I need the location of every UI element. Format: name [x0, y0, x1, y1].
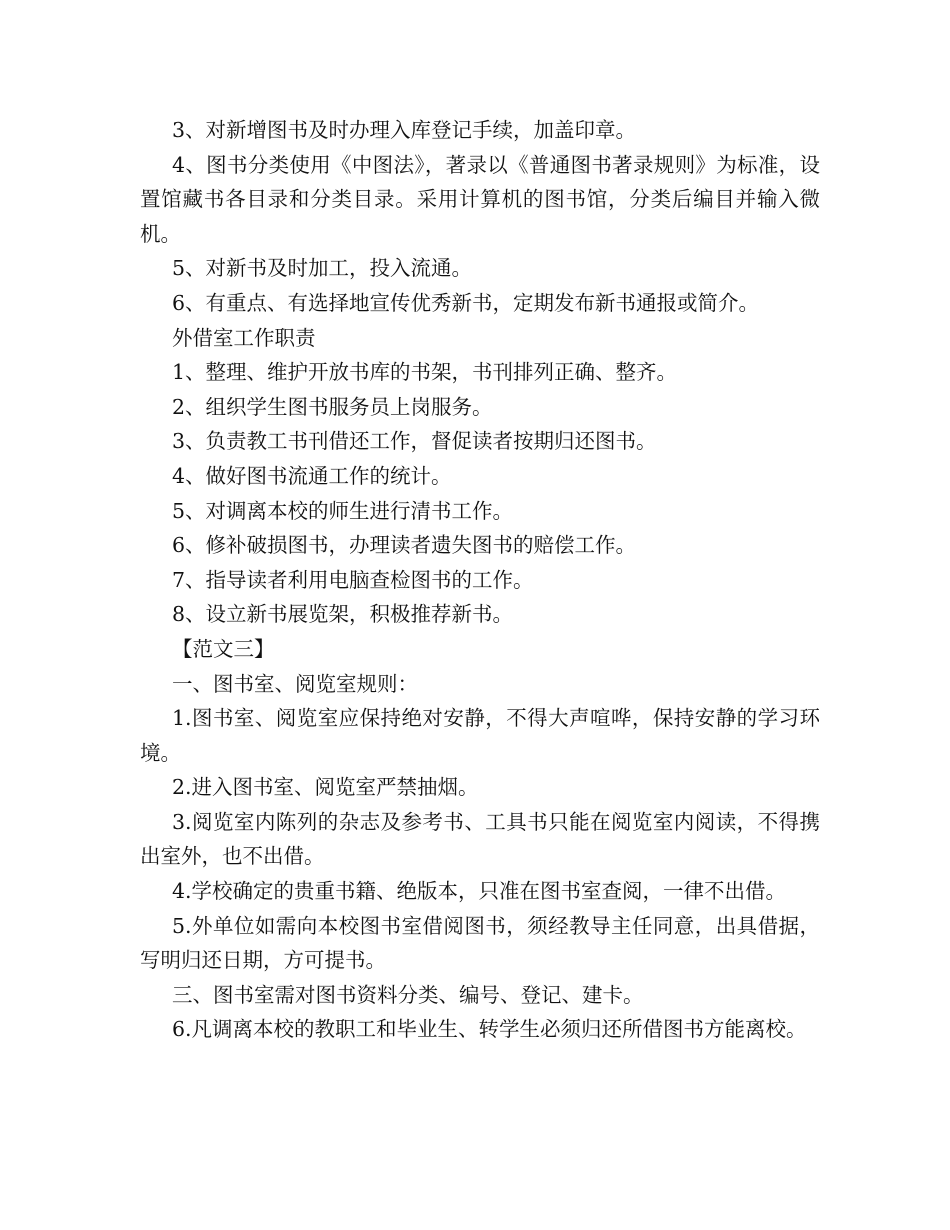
paragraph-6: 1、整理、维护开放书库的书架，书刊排列正确、整齐。 [172, 360, 678, 385]
paragraph-20: 5.外单位如需向本校图书室借阅图书，须经教导主任同意，出具借据，写明归还日期，方可提书。 [140, 913, 820, 973]
paragraph-7: 2、组织学生图书服务员上岗服务。 [172, 394, 493, 419]
paragraph-18: 3.阅览室内陈列的杂志及参考书、工具书只能在阅览室内阅读，不得携出室外，也不出借。 [140, 809, 820, 869]
paragraph-17: 2.进入图书室、阅览室严禁抽烟。 [172, 775, 479, 800]
paragraph-22: 6.凡调离本校的教职工和毕业生、转学生必须归还所借图书方能离校。 [172, 1017, 807, 1042]
paragraph-8: 3、负责教工书刊借还工作，督促读者按期归还图书。 [172, 429, 657, 454]
paragraph-19: 4.学校确定的贵重书籍、绝版本，只准在图书室查阅，一律不出借。 [172, 879, 787, 904]
paragraph-16: 1.图书室、阅览室应保持绝对安静，不得大声喧哗，保持安静的学习环境。 [140, 706, 820, 765]
paragraph-12: 7、指导读者利用电脑查检图书的工作。 [172, 567, 534, 592]
document-body [140, 113, 820, 1047]
section-heading-sample-three: 【范文三】 [172, 636, 275, 661]
paragraph-2: 4、图书分类使用《中图法》，著录以《普通图书著录规则》为标准，设置馆藏书各目录和分类目录。采用计算机的图书馆，分类后编目并输入微机。 [140, 152, 820, 246]
paragraph-13: 8、设立新书展览架，积极推荐新书。 [172, 602, 514, 627]
paragraph-10: 5、对调离本校的师生进行清书工作。 [172, 498, 514, 523]
paragraph-9: 4、做好图书流通工作的统计。 [172, 463, 452, 488]
paragraph-1: 3、对新增图书及时办理入库登记手续，加盖印章。 [172, 118, 637, 142]
section-heading-rules: 一、图书室、阅览室规则： [172, 671, 418, 696]
paragraph-4: 6、有重点、有选择地宣传优秀新书，定期发布新书通报或简介。 [172, 290, 760, 315]
paragraph-11: 6、修补破损图书，办理读者遗失图书的赔偿工作。 [172, 533, 637, 558]
paragraph-3: 5、对新书及时加工，投入流通。 [172, 256, 473, 281]
paragraph-21: 三、图书室需对图书资料分类、编号、登记、建卡。 [172, 982, 644, 1007]
section-heading-lending-room: 外借室工作职责 [172, 325, 316, 350]
